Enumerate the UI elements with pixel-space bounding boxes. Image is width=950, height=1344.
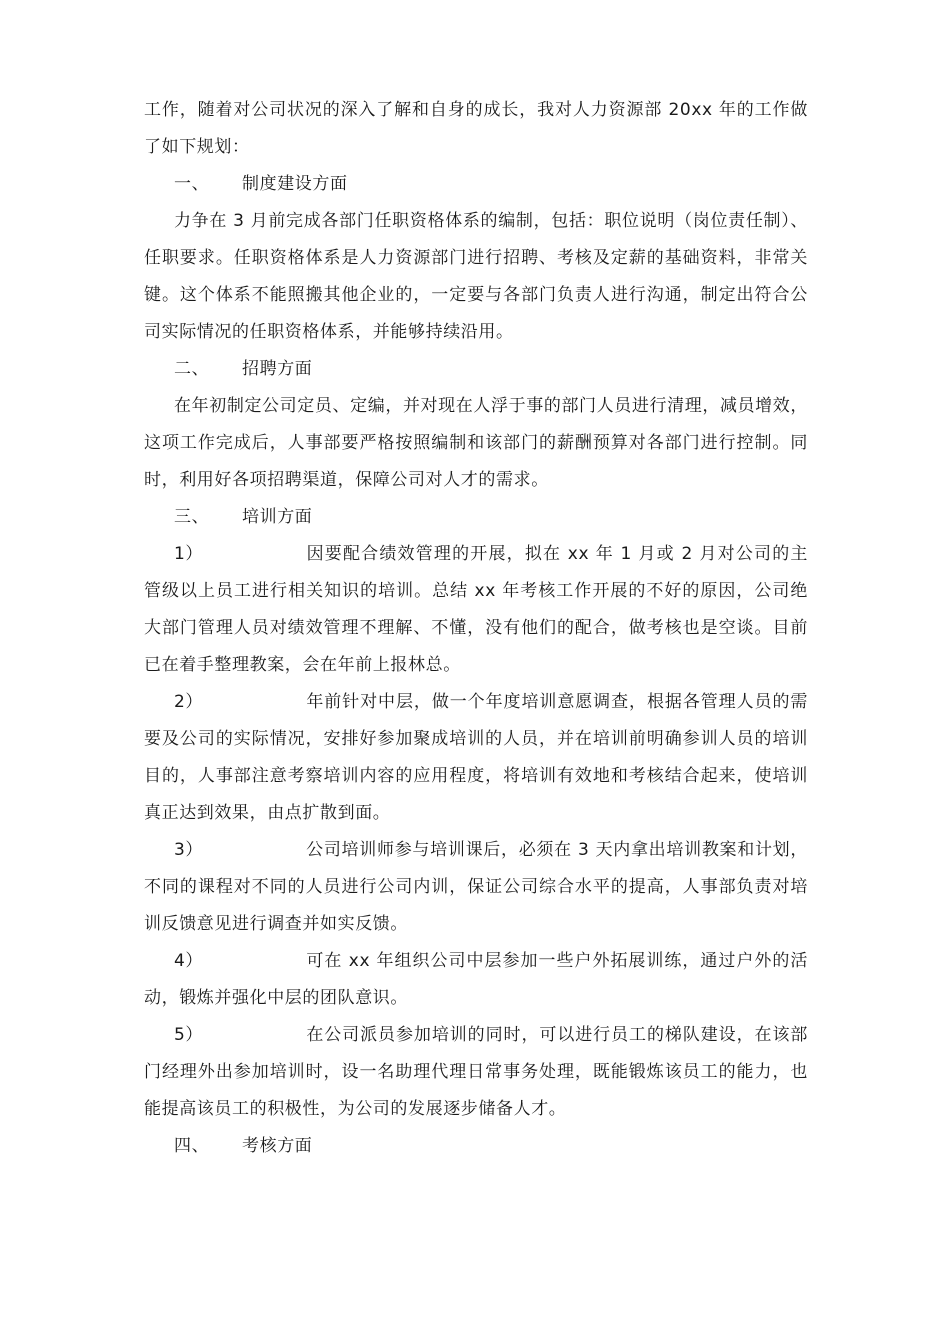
section-number: 四、 (174, 1136, 210, 1156)
section-body-1: 力争在 3 月前完成各部门任职资格体系的编制，包括：职位说明（岗位责任制）、任职要求。任职资格体系是人力资源部门进行招聘、考核及定薪的基础资料，非常关键。这个体系不能照搬其他企业的，一定要与各部门负责人进行沟通，制定出符合公司实际情况的任职资格体系，并能够持续沿用。 (144, 211, 808, 342)
item-number: 4） (174, 951, 204, 971)
section-body-2: 在年初制定公司定员、定编，并对现在人浮于事的部门人员进行清理，减员增效，这项工作完成后，人事部要严格按照编制和该部门的薪酬预算对各部门进行控制。同时，利用好各项招聘渠道，保障公司对人才的需求。 (144, 396, 808, 490)
section-number: 二、 (174, 359, 210, 379)
section-number: 三、 (174, 507, 210, 527)
section-heading-1 (144, 166, 808, 203)
item-number: 1） (174, 544, 204, 564)
item-text: 公司培训师参与培训课后，必须在 3 天内拿出培训教案和计划，不同的课程对不同的人员进行公司内训，保证公司综合水平的提高，人事部负责对培训反馈意见进行调查并如实反馈。 (144, 840, 808, 934)
item-number: 2） (174, 692, 204, 712)
section-title: 培训方面 (242, 507, 313, 527)
training-item-3 (144, 832, 808, 943)
document-body (144, 92, 808, 1165)
section-heading-2 (144, 351, 808, 388)
item-text: 可在 xx 年组织公司中层参加一些户外拓展训练，通过户外的活动，锻炼并强化中层的团队意识。 (144, 951, 808, 1008)
training-item-2 (144, 684, 808, 832)
section-number: 一、 (174, 174, 210, 194)
item-text: 在公司派员参加培训的同时，可以进行员工的梯队建设，在该部门经理外出参加培训时，设一名助理代理日常事务处理，既能锻炼该员工的能力，也能提高该员工的积极性，为公司的发展逐步储备人才。 (144, 1025, 808, 1119)
item-text: 年前针对中层，做一个年度培训意愿调查，根据各管理人员的需要及公司的实际情况，安排好参加聚成培训的人员，并在培训前明确参训人员的培训目的，人事部注意考察培训内容的应用程度，将培训有效地和考核结合起来，使培训真正达到效果，由点扩散到面。 (144, 692, 808, 823)
training-item-4 (144, 943, 808, 1017)
training-item-1 (144, 536, 808, 684)
intro-paragraph: 工作，随着对公司状况的深入了解和自身的成长，我对人力资源部 20xx 年的工作做了如下规划： (144, 100, 808, 157)
section-title: 招聘方面 (242, 359, 313, 379)
section-title: 考核方面 (242, 1136, 313, 1156)
item-number: 3） (174, 840, 204, 860)
section-heading-4 (144, 1128, 808, 1165)
item-number: 5） (174, 1025, 204, 1045)
section-heading-3 (144, 499, 808, 536)
training-item-5 (144, 1017, 808, 1128)
item-text: 因要配合绩效管理的开展，拟在 xx 年 1 月或 2 月对公司的主管级以上员工进行相关知识的培训。总结 xx 年考核工作开展的不好的原因，公司绝大部门管理人员对绩效管理不理解、不懂，没有他们的配合，做考核也是空谈。目前已在着手整理教案，会在年前上报林总。 (144, 544, 808, 675)
section-title: 制度建设方面 (242, 174, 348, 194)
